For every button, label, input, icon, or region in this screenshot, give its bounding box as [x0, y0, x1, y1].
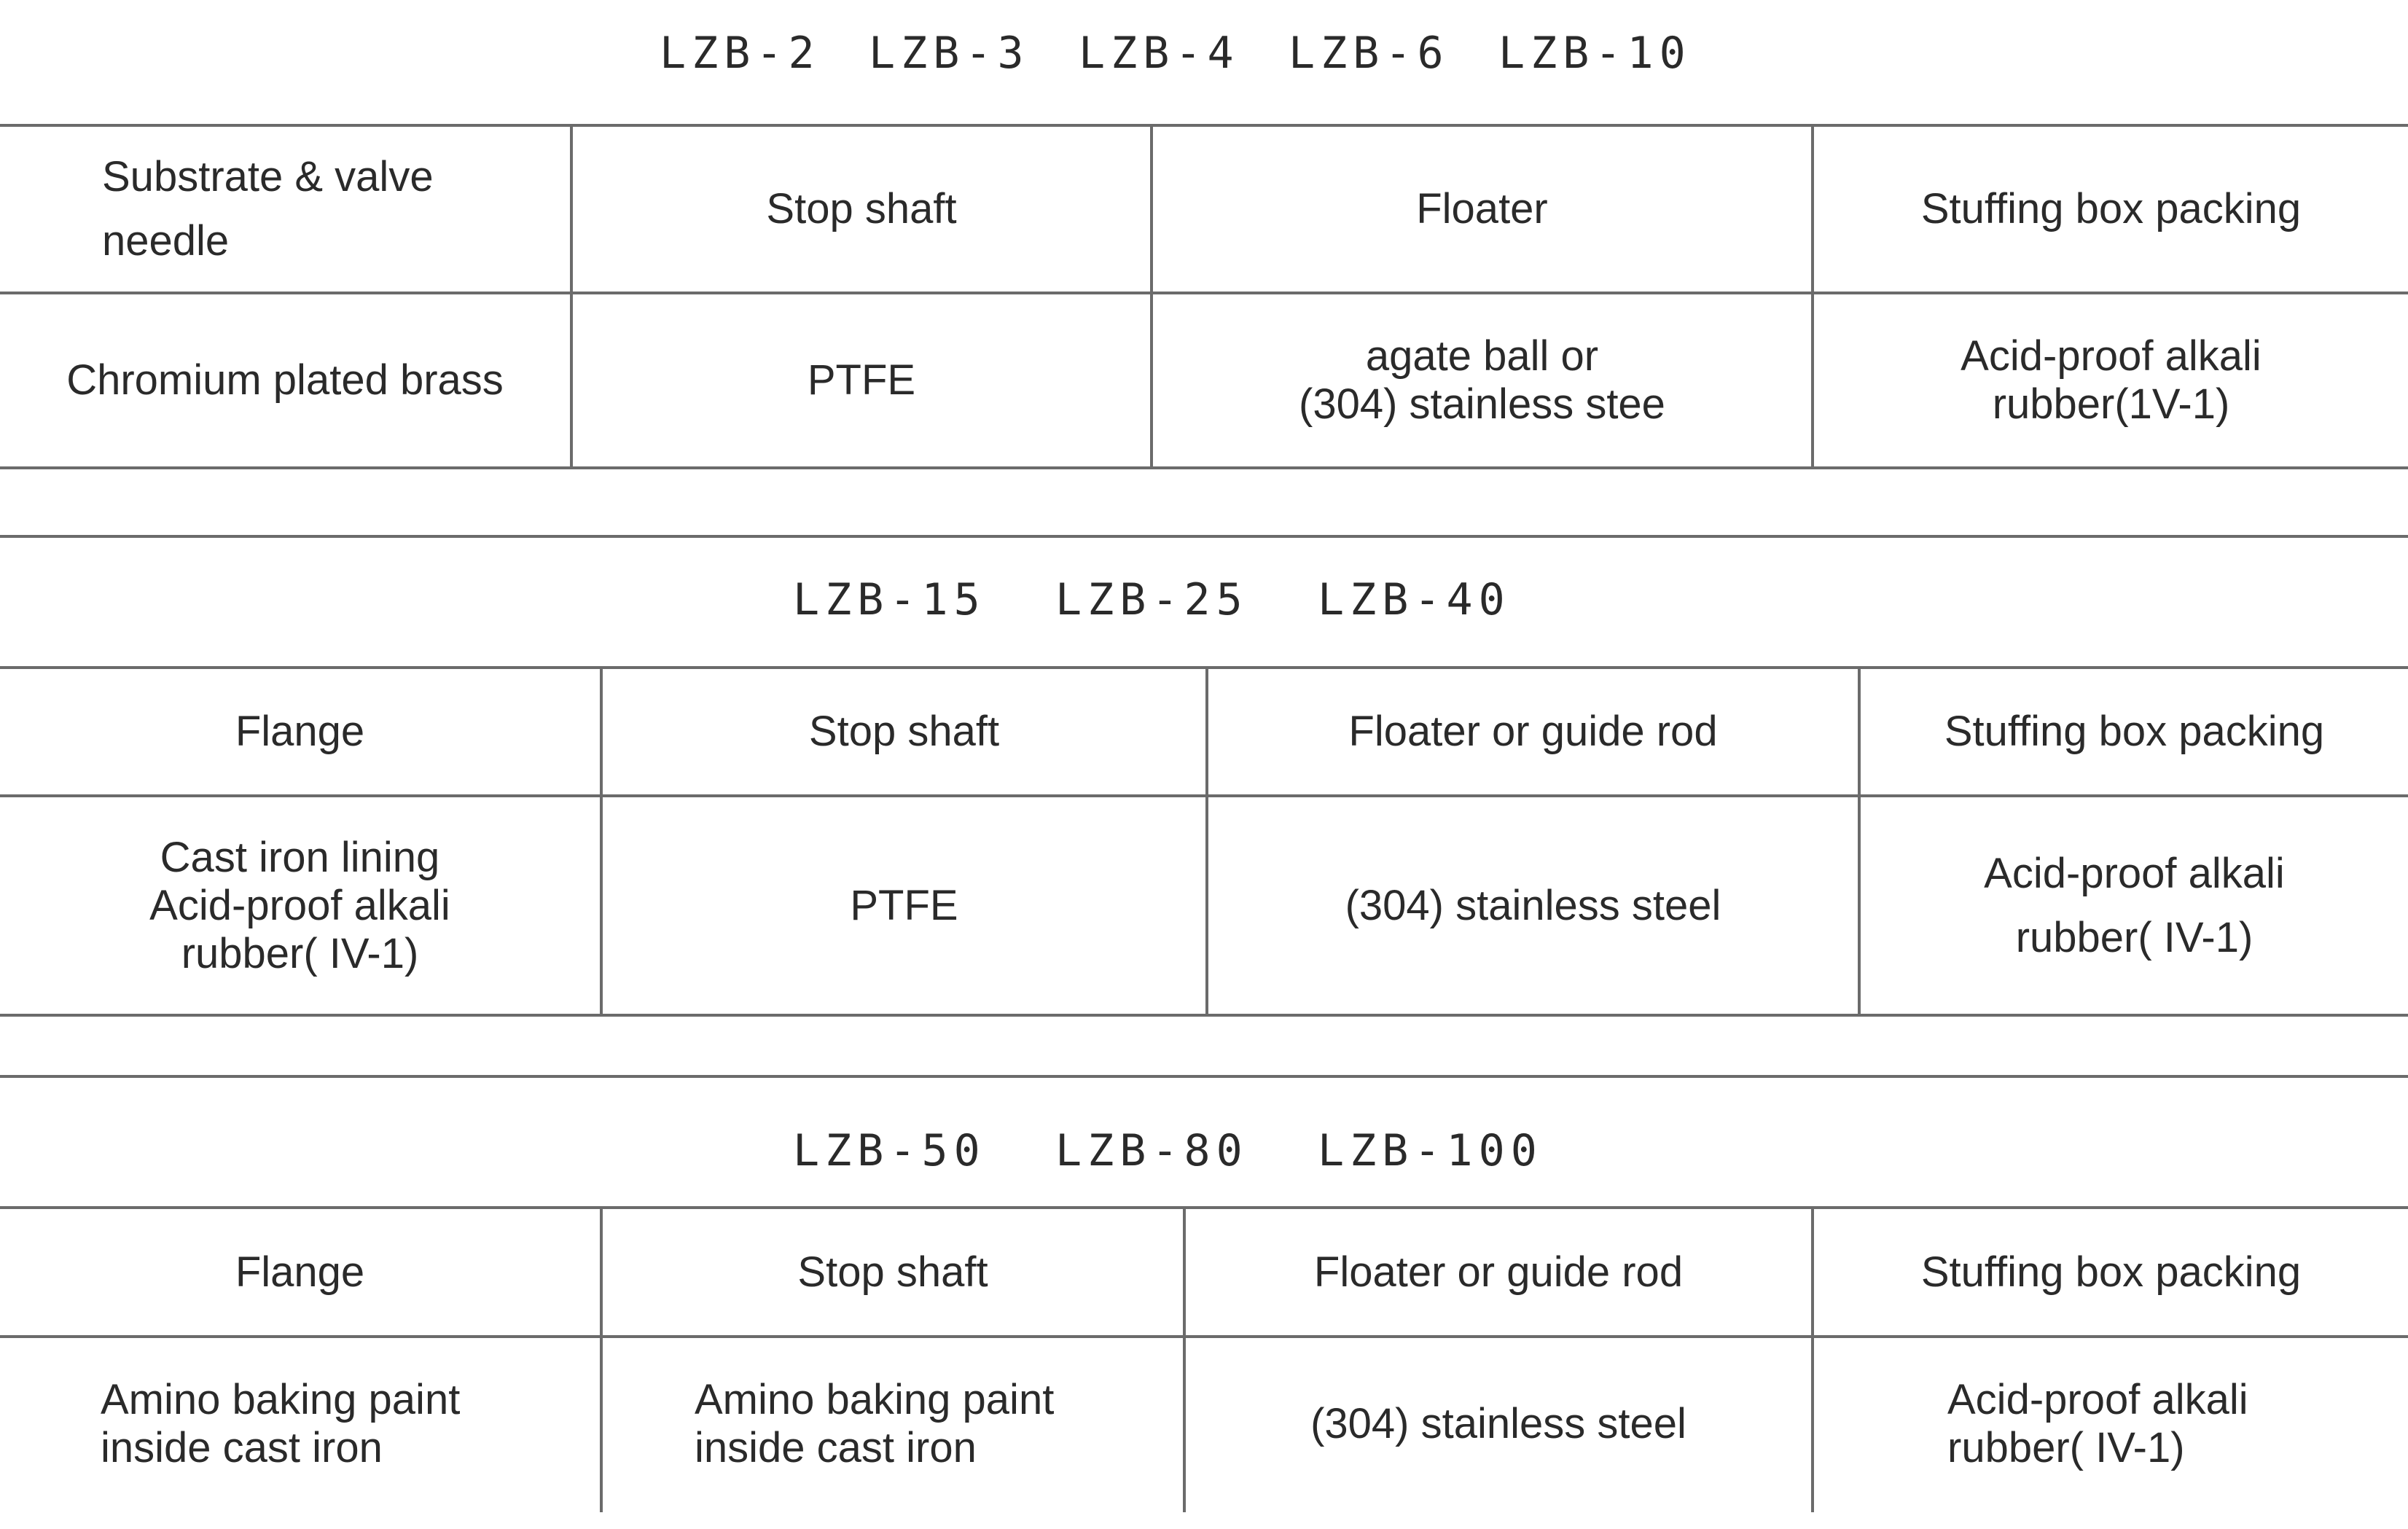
table-3-header-cell: Stop shaft: [797, 1248, 988, 1296]
table-2-value-cell: Acid-proof alkali rubber( IV-1): [1984, 849, 2285, 961]
table-1-header-cell: Substrate & valve needle: [102, 153, 434, 265]
table-2-value-cell: (304) stainless steel: [1345, 881, 1721, 929]
table-2-header-cell: Stuffing box packing: [1944, 708, 2325, 755]
table-1-value-cell: Acid-proof alkali rubber(1V-1): [1961, 332, 2262, 428]
table-3-value-cell: Amino baking paint inside cast iron: [101, 1376, 461, 1471]
model-label: LZB-3: [869, 28, 1030, 79]
model-label: LZB-4: [1079, 28, 1240, 79]
table-1-header-cell: Stuffing box packing: [1920, 185, 2302, 232]
table-3-value-cell: (304) stainless steel: [1310, 1400, 1686, 1447]
table-3-header-cell: Flange: [235, 1248, 365, 1296]
table-1-value-cell: PTFE: [807, 356, 916, 404]
model-label: LZB-100: [1318, 1125, 1543, 1176]
model-label: LZB-40: [1318, 574, 1511, 625]
table-1-header-cell: Stop shaft: [766, 185, 957, 232]
table-2-header-cell: Flange: [235, 708, 365, 755]
table-1-value-cell: Chromium plated brass: [66, 356, 504, 404]
table-3-section-rule: [0, 1075, 2408, 1078]
model-label: LZB-80: [1055, 1125, 1248, 1176]
model-label: LZB-15: [793, 574, 986, 625]
table-3-header-cell: Floater or guide rod: [1313, 1248, 1684, 1296]
table-2-section-rule: [0, 535, 2408, 538]
table-2-value-cell: PTFE: [850, 881, 958, 929]
table-3-value-cell: Acid-proof alkali rubber( IV-1): [1947, 1376, 2248, 1471]
model-label: LZB-50: [793, 1125, 986, 1176]
model-label: LZB-6: [1289, 28, 1450, 79]
model-label: LZB-2: [660, 28, 821, 79]
table-2-value-cell: Cast iron lining Acid-proof alkali rubber( IV-1): [149, 833, 450, 977]
table-3-header-cell: Stuffing box packing: [1920, 1248, 2302, 1296]
table-2-header-cell: Stop shaft: [808, 708, 1000, 755]
table-3-value-cell: Amino baking paint inside cast iron: [695, 1376, 1055, 1471]
table-2-header-cell: Floater or guide rod: [1348, 708, 1718, 755]
model-label: LZB-10: [1498, 28, 1692, 79]
table-1-header-cell: Floater: [1416, 185, 1548, 232]
table-2-bottom-rule: [0, 1014, 2408, 1017]
table-1-value-cell: agate ball or (304) stainless stee: [1299, 332, 1665, 428]
model-label: LZB-25: [1055, 574, 1248, 625]
table-1-bottom-rule: [0, 466, 2408, 469]
